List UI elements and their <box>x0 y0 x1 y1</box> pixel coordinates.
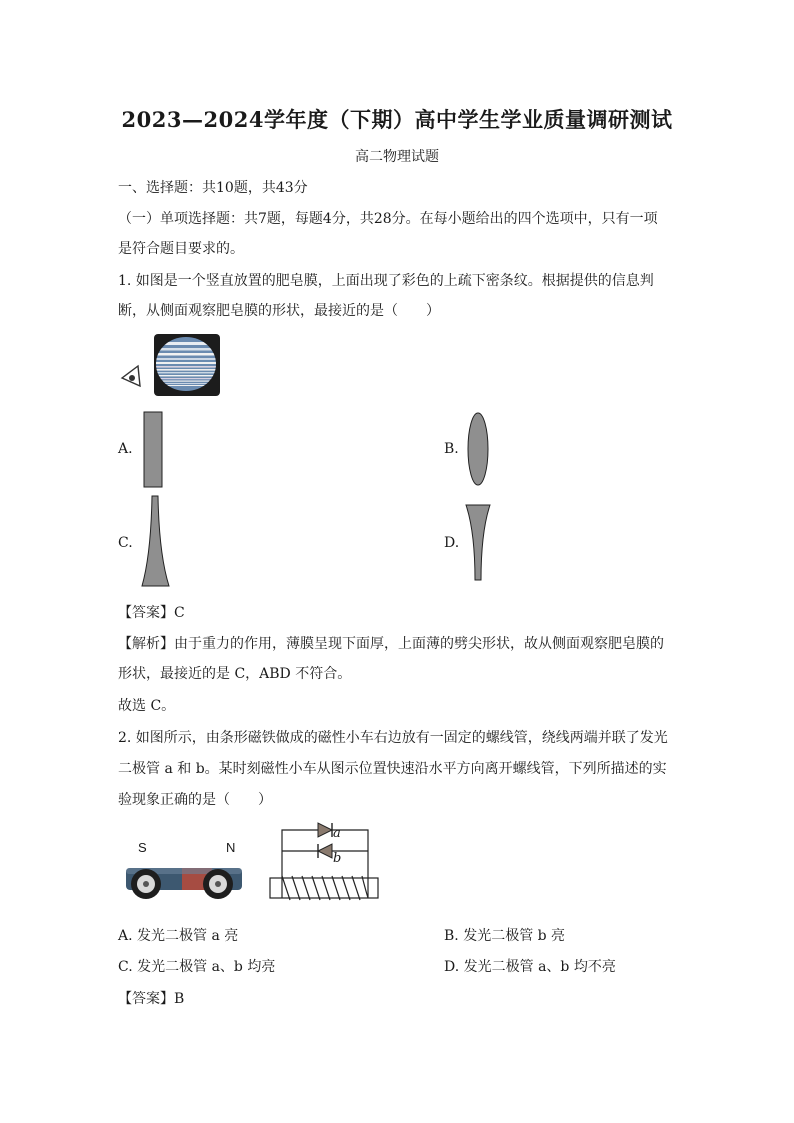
diode-b <box>318 844 332 858</box>
car-wheel-right <box>203 869 233 899</box>
car-label-s: S <box>138 840 147 855</box>
section-heading: 一、选择题：共10题，共43分 <box>118 180 308 196</box>
q2-stem-line3: 验现象正确的是（ ） <box>118 792 272 808</box>
q2-option-a: A. 发光二极管 a 亮 <box>118 928 239 944</box>
q1-option-d-label: D. <box>444 535 460 551</box>
q2-stem-line2: 二极管 a 和 b。某时刻磁性小车从图示位置快速沿水平方向离开螺线管，下列所描述的实 <box>118 761 667 777</box>
q1-option-d-shape <box>462 502 494 586</box>
section-intro-line2: 是符合题目要求的。 <box>118 241 244 257</box>
q1-answer: 【答案】C <box>118 605 185 621</box>
magnetic-car <box>122 854 248 906</box>
q1-analysis-line1: 【解析】由于重力的作用，薄膜呈现下面厚，上面薄的劈尖形状，故从侧面观察肥皂膜的 <box>118 636 664 652</box>
diode-a <box>318 823 332 837</box>
q1-stem-line2: 断，从侧面观察肥皂膜的形状，最接近的是（ ） <box>118 303 440 319</box>
q1-option-c-shape <box>138 494 174 590</box>
q1-option-b-shape <box>464 410 494 490</box>
section-intro-line1: （一）单项选择题：共7题，每题4分，共28分。在每小题给出的四个选项中，只有一项 <box>118 211 658 227</box>
q2-option-b: B. 发光二极管 b 亮 <box>444 928 566 944</box>
diode-b-label: b <box>333 851 342 866</box>
eye-icon <box>122 366 140 386</box>
q2-stem-line1: 2. 如图所示，由条形磁铁做成的磁性小车右边放有一固定的螺线管，绕线两端并联了发光 <box>118 730 668 746</box>
q1-option-c-label: C. <box>118 535 133 551</box>
exam-title: 2023—2024学年度（下期）高中学生学业质量调研测试 <box>121 107 673 132</box>
exam-subtitle: 高二物理试题 <box>355 149 439 165</box>
q1-option-a-shape <box>140 410 166 490</box>
q2-answer: 【答案】B <box>118 991 185 1007</box>
solenoid-circuit <box>268 820 380 904</box>
q1-option-b-label: B. <box>444 441 459 457</box>
q1-stem-line1: 1. 如图是一个竖直放置的肥皂膜，上面出现了彩色的上疏下密条纹。根据提供的信息判 <box>118 273 654 289</box>
q1-soap-film-figure <box>118 334 228 398</box>
solenoid-coil <box>282 876 368 900</box>
q1-option-a-label: A. <box>118 441 133 457</box>
q1-conclusion: 故选 C。 <box>118 698 176 714</box>
diode-a-label: a <box>333 826 341 841</box>
q1-analysis-line2: 形状，最接近的是 C，ABD 不符合。 <box>118 666 352 682</box>
car-wheel-left <box>131 869 161 899</box>
car-label-n: N <box>226 840 236 855</box>
q2-option-d: D. 发光二极管 a、b 均不亮 <box>444 959 616 975</box>
q2-option-c: C. 发光二极管 a、b 均亮 <box>118 959 276 975</box>
